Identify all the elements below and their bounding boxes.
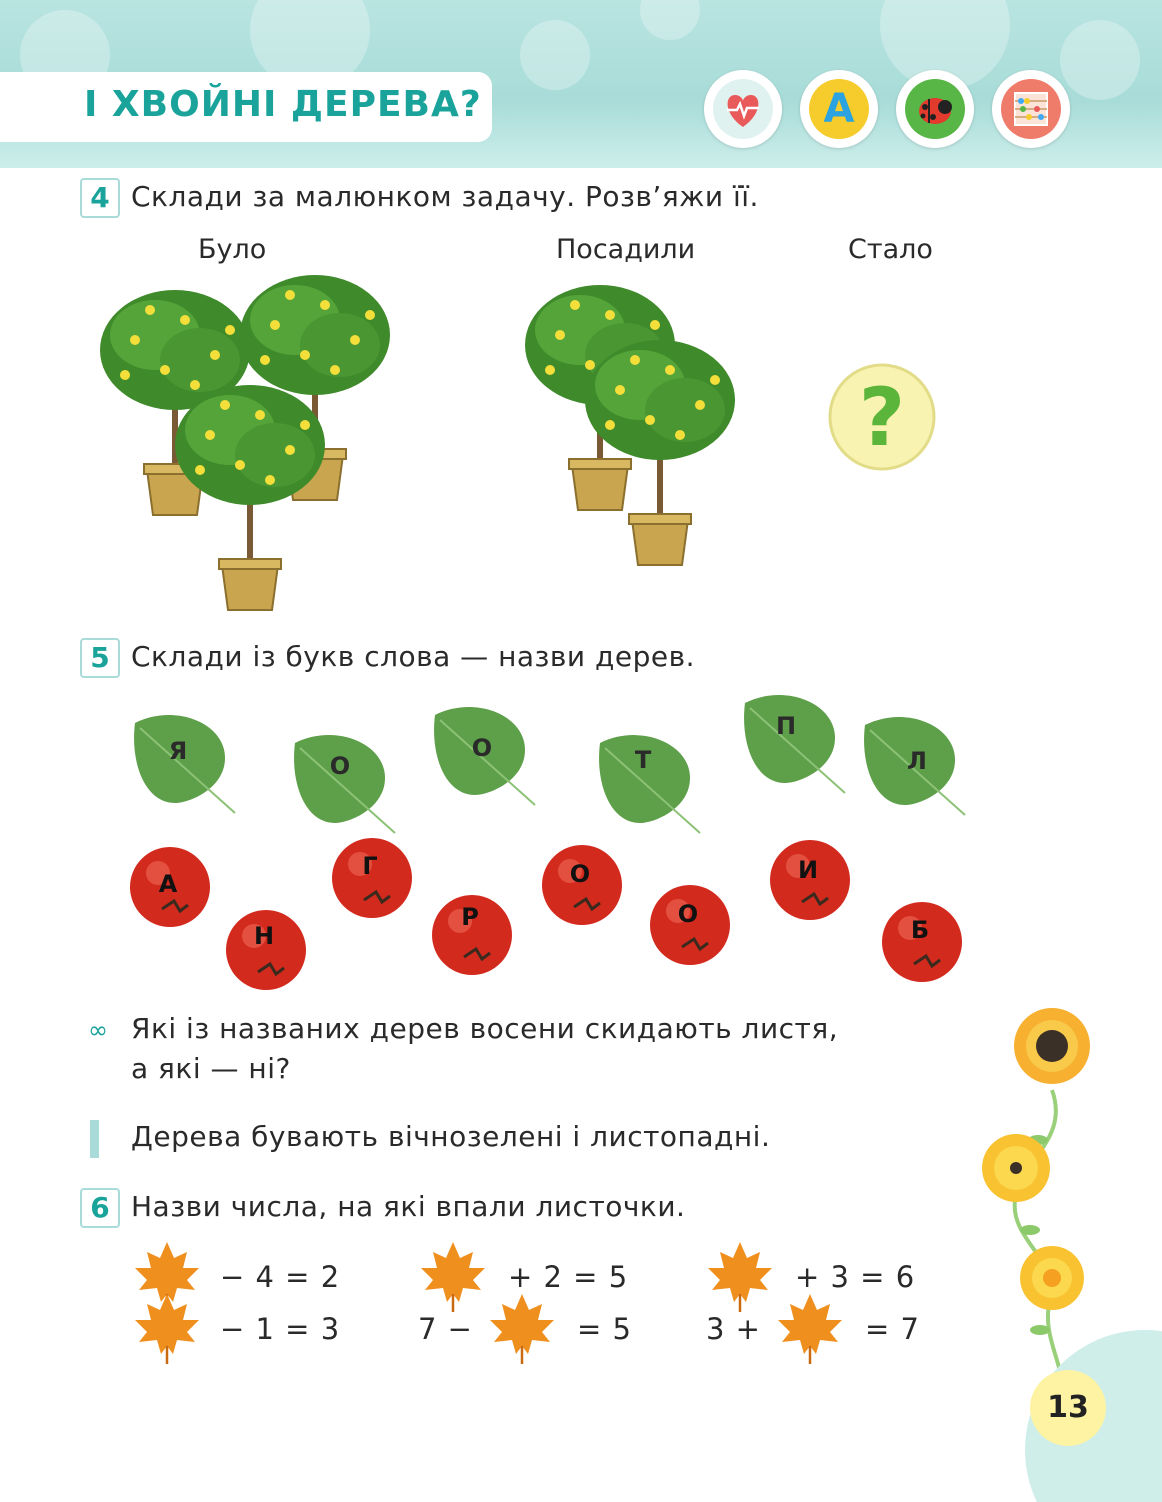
- berry-letter-1: А: [158, 870, 178, 898]
- equation-2: − 1 = 3: [220, 1312, 341, 1346]
- ladybug-icon: [905, 79, 965, 139]
- nature-badge: [896, 70, 974, 148]
- heart-pulse-icon: [713, 79, 773, 139]
- task-5-number: 5: [80, 638, 120, 678]
- task-4-number: 4: [80, 178, 120, 218]
- berry-letter-2: Н: [253, 922, 275, 950]
- leaf-letter-4: Т: [634, 746, 652, 774]
- sunflower-2: [982, 1134, 1050, 1202]
- leaf-letter-6: Л: [907, 747, 927, 775]
- question-mark: ?: [858, 371, 906, 464]
- task-4-text: Склади за малюнком задачу. Розв’яжи її.: [131, 180, 759, 213]
- task-5-text: Склади із букв слова — назви дерев.: [131, 640, 696, 673]
- equation-1: − 4 = 2: [220, 1260, 341, 1294]
- berry-letter-3: Г: [362, 852, 378, 880]
- question-line-1: Які із названих дерев восени скидають листя,: [131, 1012, 839, 1045]
- leaf-2: [294, 735, 395, 833]
- equation-4-left: 7 −: [418, 1312, 473, 1346]
- maple-leaf-3: [421, 1242, 485, 1312]
- rule-bar: [90, 1120, 99, 1158]
- question-line-2: а які — ні?: [131, 1052, 291, 1085]
- discussion-symbol: ∞: [88, 1016, 108, 1044]
- sunflower-1: [1014, 1008, 1090, 1084]
- equation-6-left: 3 +: [706, 1312, 761, 1346]
- leaf-letter-1: Я: [168, 737, 188, 765]
- berry-letter-7: И: [797, 856, 819, 884]
- leaf-letter-5: П: [775, 712, 797, 740]
- berry-letter-4: Р: [461, 903, 479, 931]
- rule-text: Дерева бувають вічнозелені і листопадні.: [131, 1120, 771, 1153]
- maple-leaf-6: [778, 1294, 842, 1364]
- page-title: І ХВОЙНІ ДЕРЕВА?: [84, 84, 482, 125]
- health-badge: [704, 70, 782, 148]
- trees-illustration: [0, 270, 1162, 630]
- math-badge: [992, 70, 1070, 148]
- maple-leaf-5: [708, 1242, 772, 1312]
- leaf-letter-2: О: [329, 752, 351, 780]
- equation-5: + 3 = 6: [795, 1260, 916, 1294]
- berry-letter-5: О: [569, 860, 591, 888]
- berry-letter-6: О: [677, 900, 699, 928]
- maple-leaf-4: [490, 1294, 554, 1364]
- letter-a-icon: А: [823, 86, 855, 132]
- tree-planted-2: [585, 340, 735, 565]
- equation-4-right: = 5: [577, 1312, 632, 1346]
- page-number: 13: [1030, 1370, 1106, 1446]
- abacus-icon: [1001, 79, 1061, 139]
- maple-leaf-2: [135, 1294, 199, 1364]
- label-was: Було: [198, 234, 267, 265]
- task-6-number: 6: [80, 1188, 120, 1228]
- label-planted: Посадили: [556, 234, 696, 265]
- label-became: Стало: [848, 234, 933, 265]
- equation-3: + 2 = 5: [508, 1260, 629, 1294]
- berry-letter-8: Б: [910, 916, 930, 944]
- language-badge: [800, 70, 878, 148]
- leaves-and-berries: [0, 680, 1162, 1000]
- leaf-5: [744, 695, 845, 793]
- equation-6-right: = 7: [865, 1312, 920, 1346]
- leaf-letter-3: О: [471, 734, 493, 762]
- task-6-text: Назви числа, на які впали листочки.: [131, 1190, 686, 1223]
- sunflower-3: [1020, 1246, 1084, 1310]
